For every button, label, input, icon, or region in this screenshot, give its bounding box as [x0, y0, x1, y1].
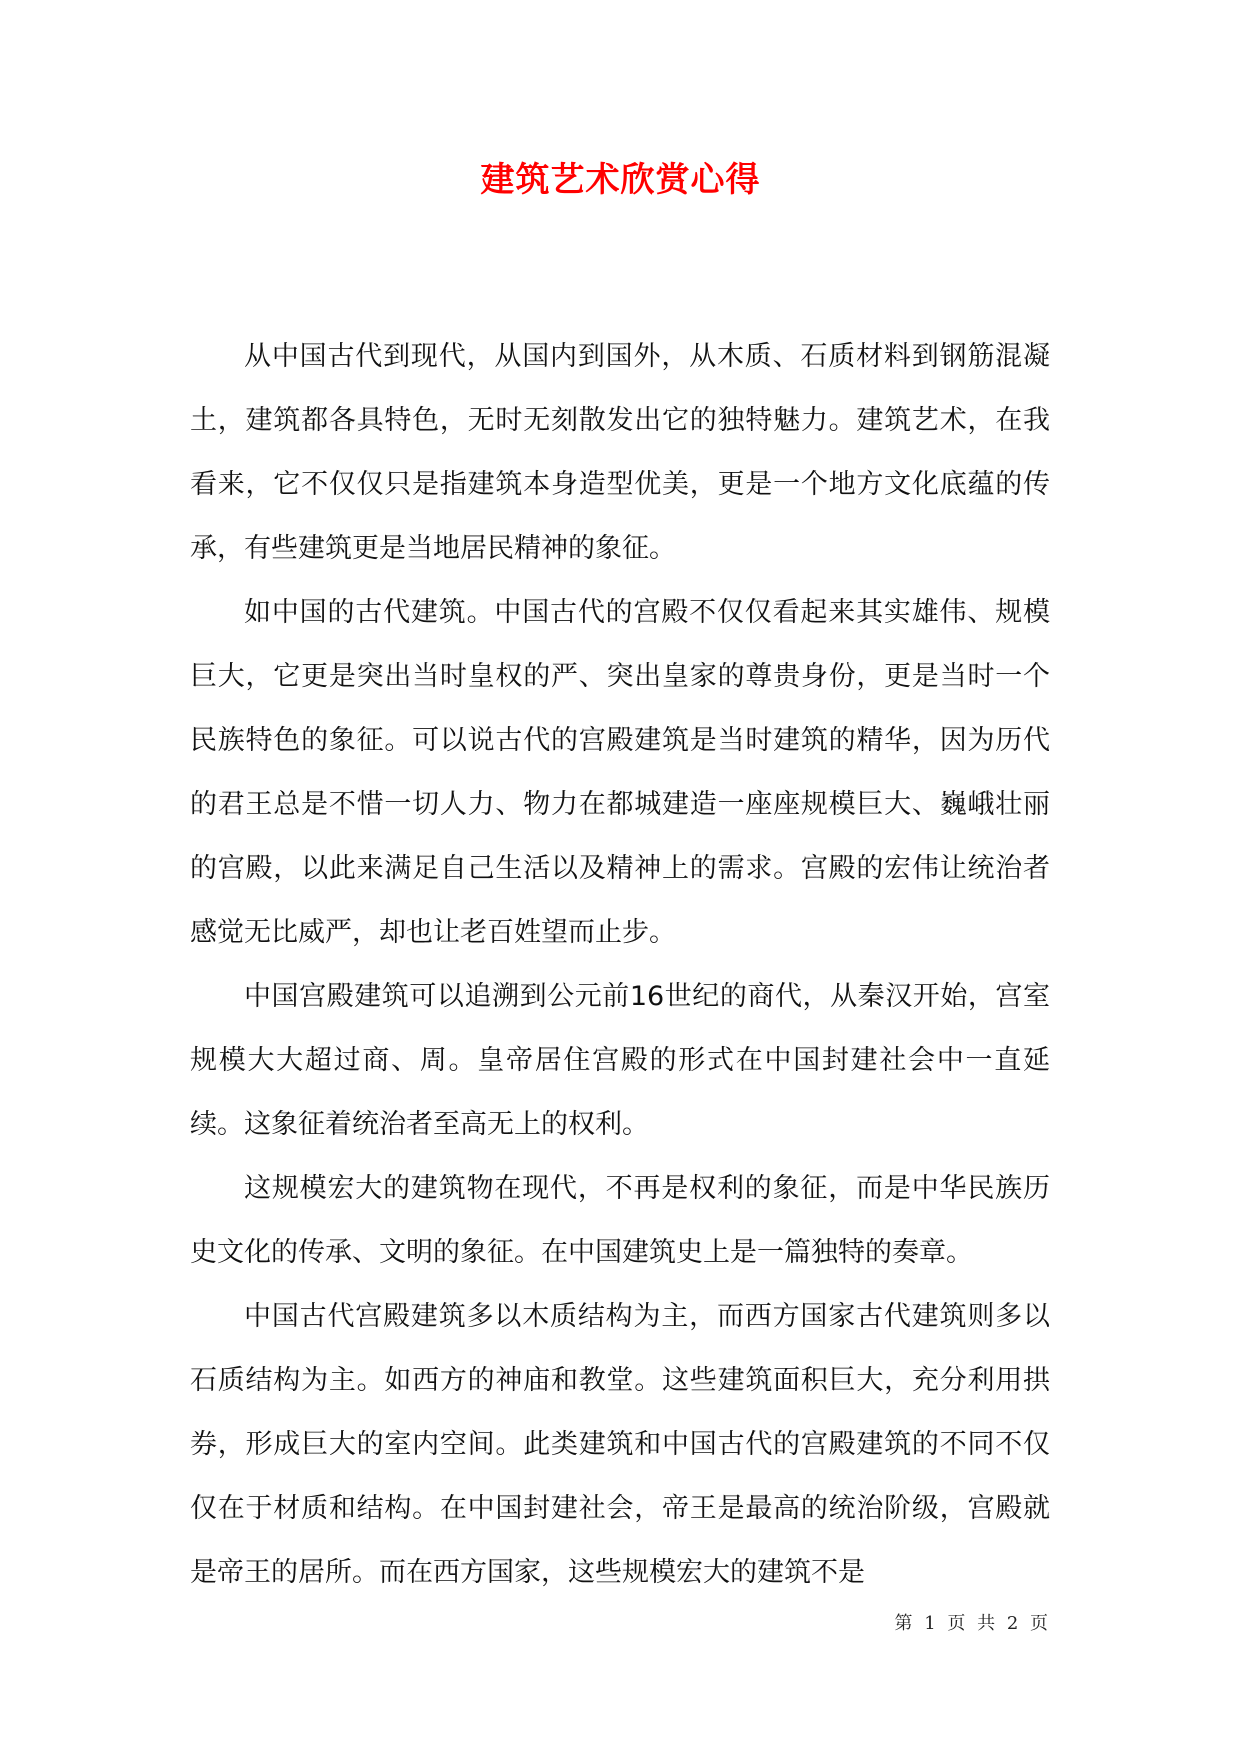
paragraph-2: 如中国的古代建筑。中国古代的宫殿不仅仅看起来其实雄伟、规模巨大，它更是突出当时皇权的严、突出皇家的尊贵身份，更是当时一个民族特色的象征。可以说古代的宫殿建筑是当时建筑的精华，因为历代的君王总是不惜一切人力、物力在都城建造一座座规模巨大、巍峨壮丽的宫殿，以此来满足自己生活以及精神上的需求。宫殿的宏伟让统治者感觉无比威严，却也让老百姓望而止步。 — [190, 597, 1050, 948]
page-title: 建筑艺术欣赏心得 — [480, 160, 761, 200]
paragraph-4: 这规模宏大的建筑物在现代，不再是权利的象征，而是中华民族历史文化的传承、文明的象征。在中国建筑史上是一篇独特的奏章。 — [190, 1173, 1050, 1268]
page-number-footer: 第 1 页 共 2 页 — [894, 1613, 1051, 1634]
paragraph-1: 从中国古代到现代，从国内到国外，从木质、石质材料到钢筋混凝土，建筑都各具特色，无时无刻散发出它的独特魅力。建筑艺术，在我看来，它不仅仅只是指建筑本身造型优美，更是一个地方文化底蕴的传承，有些建筑更是当地居民精神的象征。 — [190, 341, 1050, 564]
paragraph-3: 中国宫殿建筑可以追溯到公元前16世纪的商代，从秦汉开始，宫室规模大大超过商、周。皇帝居住宫殿的形式在中国封建社会中一直延续。这象征着统治者至高无上的权利。 — [190, 981, 1050, 1140]
paragraph-5: 中国古代宫殿建筑多以木质结构为主，而西方国家古代建筑则多以石质结构为主。如西方的神庙和教堂。这些建筑面积巨大，充分利用拱券，形成巨大的室内空间。此类建筑和中国古代的宫殿建筑的不同不仅仅在于材质和结构。在中国封建社会，帝王是最高的统治阶级，宫殿就是帝王的居所。而在西方国家，这些规模宏大的建筑不是 — [190, 1301, 1050, 1588]
document-body — [190, 325, 1050, 1605]
